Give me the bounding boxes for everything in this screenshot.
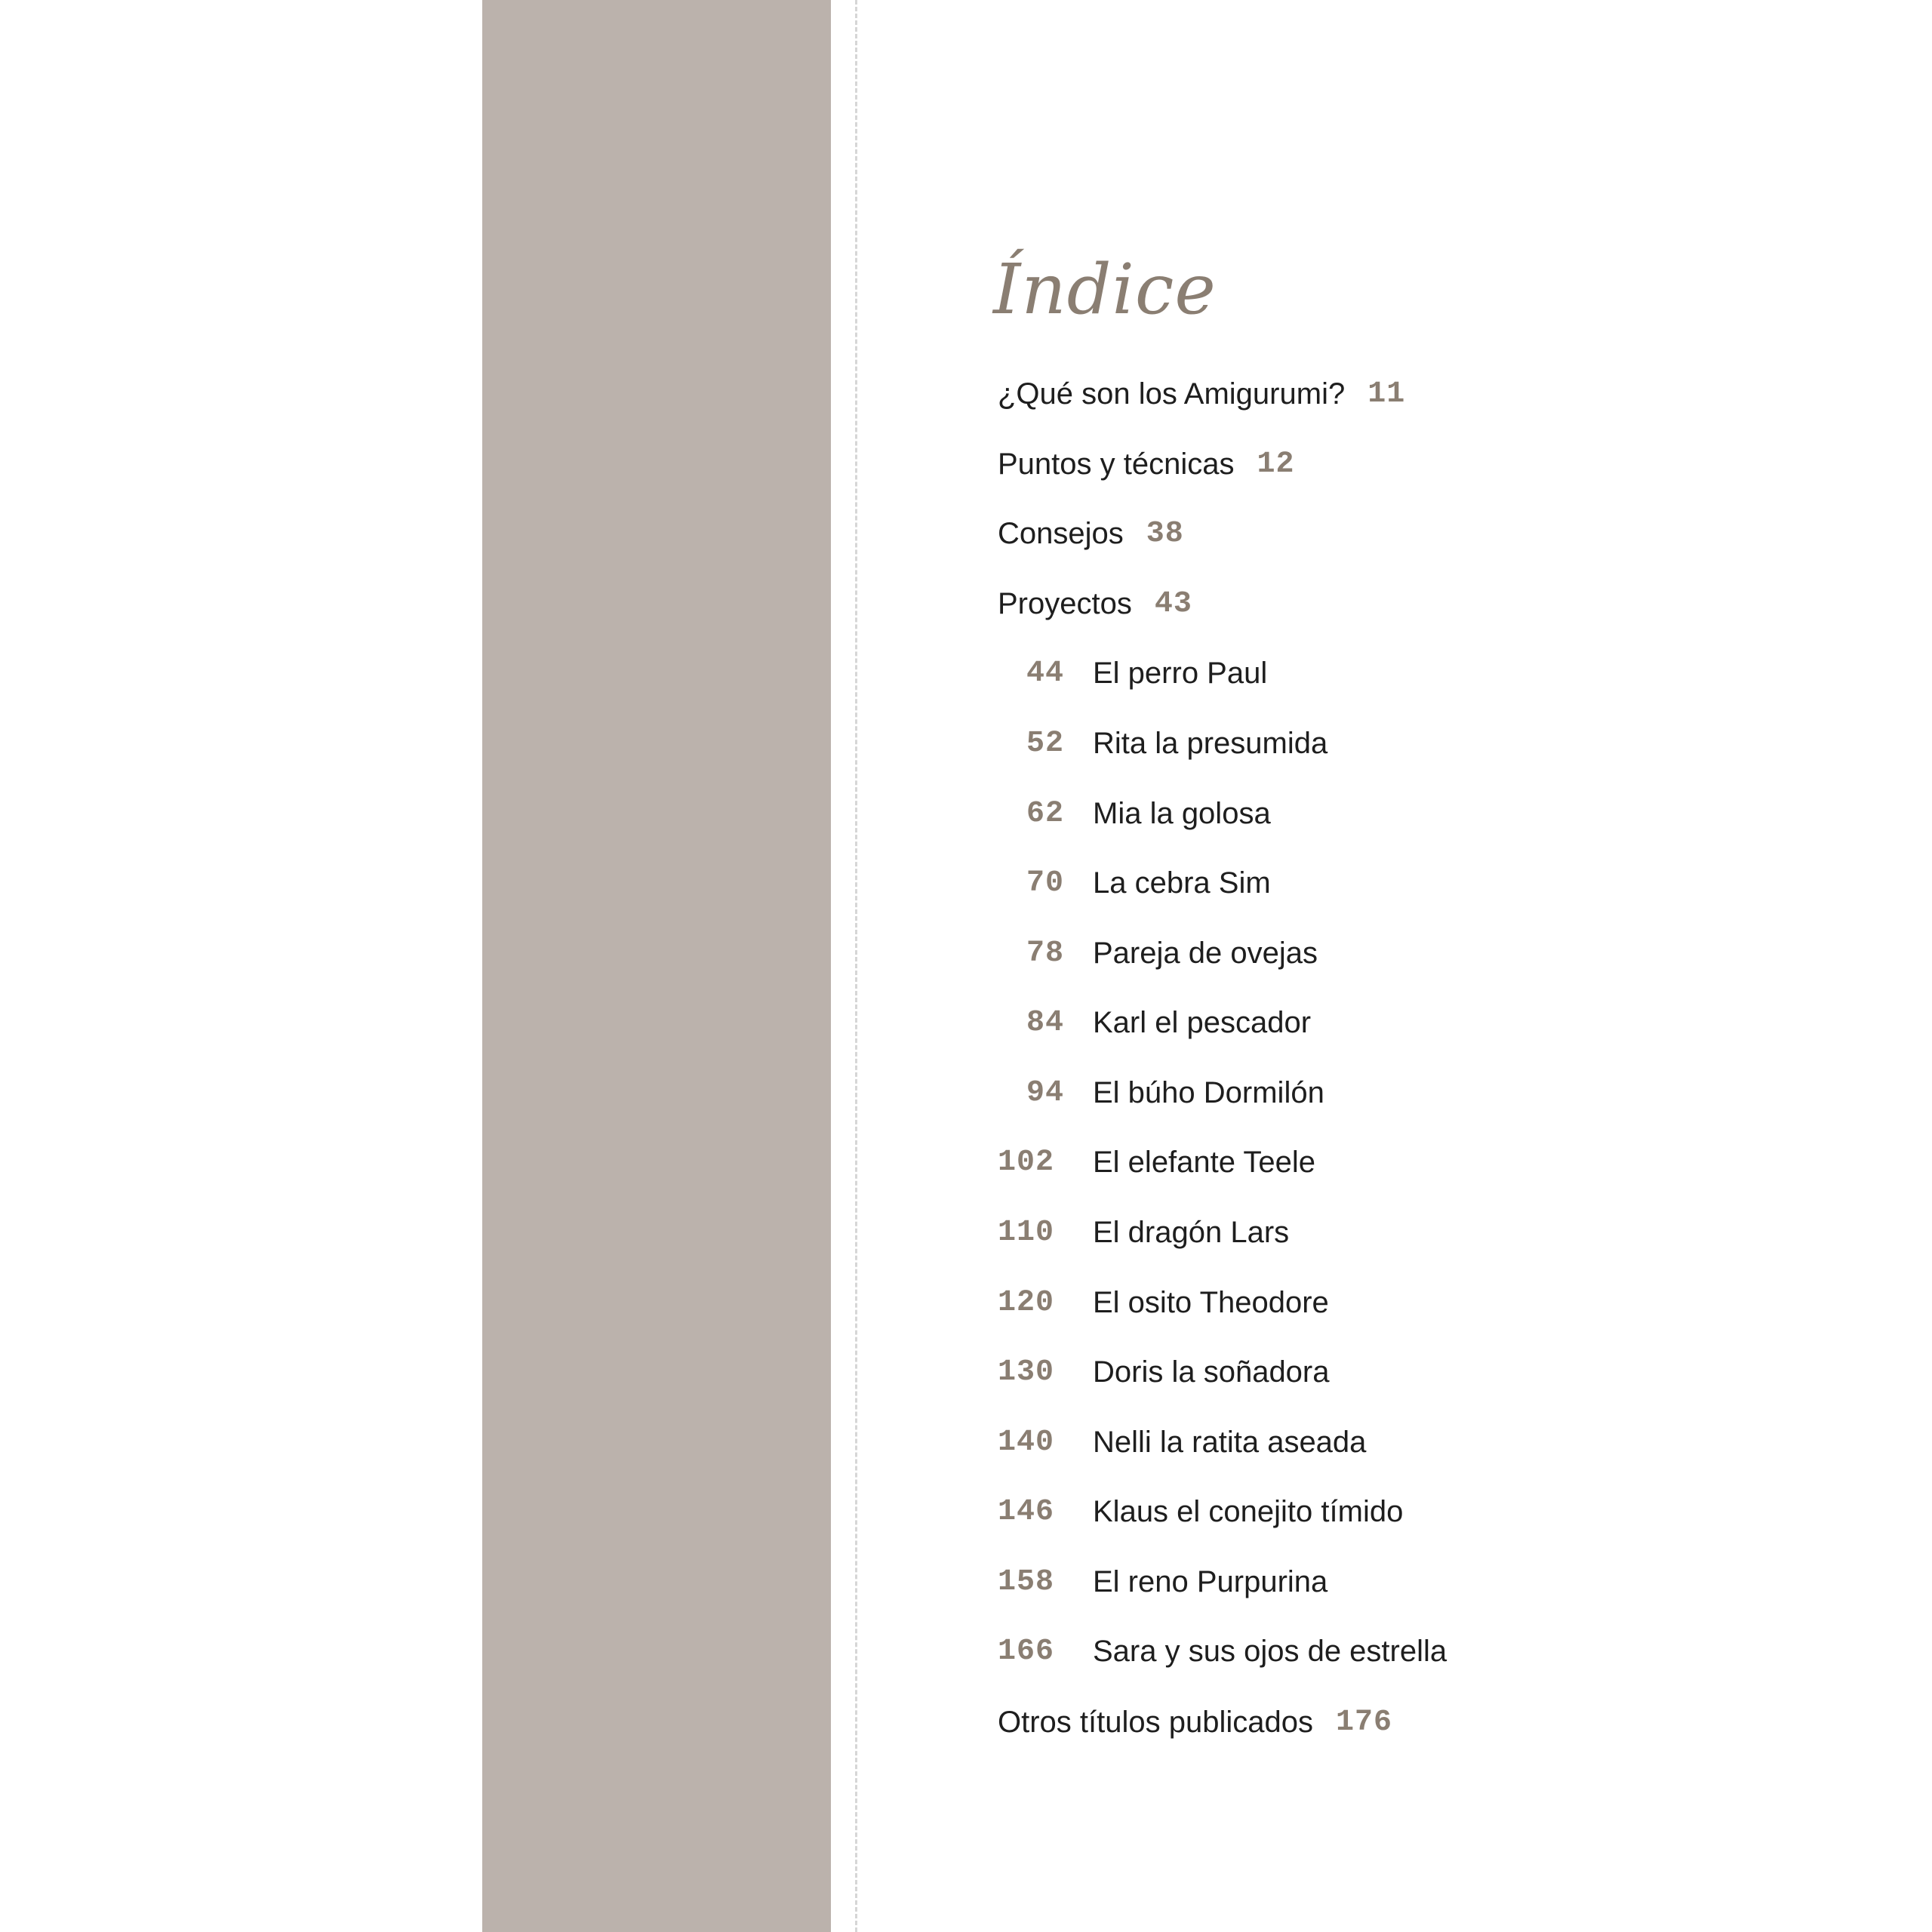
toc-project-label: El búho Dormilón	[1093, 1075, 1324, 1109]
toc-project-label: El osito Theodore	[1093, 1285, 1329, 1319]
toc-project-page: 146	[998, 1494, 1055, 1529]
toc-project-label: Klaus el conejito tímido	[1093, 1494, 1404, 1528]
toc-project-entry[interactable]	[998, 931, 1318, 976]
toc-project-page: 44	[1026, 656, 1064, 691]
toc-entry-label: Puntos y técnicas	[998, 447, 1235, 481]
toc-project-entry[interactable]	[998, 1140, 1315, 1185]
toc-project-label: El elefante Teele	[1093, 1145, 1316, 1179]
toc-project-label: Rita la presumida	[1093, 726, 1328, 760]
toc-project-label: El reno Purpurina	[1093, 1564, 1328, 1598]
toc-project-label: El dragón Lars	[1093, 1215, 1290, 1249]
toc-project-label: Sara y sus ojos de estrella	[1093, 1634, 1447, 1668]
decorative-side-band	[482, 0, 831, 1932]
toc-project-page: 166	[998, 1634, 1055, 1669]
toc-project-entry[interactable]	[998, 1280, 1329, 1325]
toc-entry-page: 176	[1336, 1705, 1393, 1740]
toc-entry-page: 12	[1257, 447, 1295, 481]
toc-project-label: Nelli la ratita aseada	[1093, 1425, 1367, 1459]
toc-project-entry[interactable]	[998, 1559, 1327, 1604]
toc-entry-label: Otros títulos publicados	[998, 1705, 1313, 1739]
toc-title: Índice	[993, 249, 1217, 330]
table-of-contents	[993, 0, 1828, 1932]
toc-project-page: 158	[998, 1564, 1055, 1599]
toc-entry-page: 38	[1146, 516, 1184, 551]
toc-project-page: 70	[1026, 866, 1064, 900]
toc-project-label: Pareja de ovejas	[1093, 936, 1318, 970]
toc-project-entry[interactable]	[998, 1420, 1366, 1465]
toc-entry-label: Proyectos	[998, 586, 1132, 620]
toc-entry-page: 11	[1367, 377, 1406, 411]
page-fold-dashed-line	[855, 0, 857, 1932]
toc-project-entry[interactable]	[998, 721, 1327, 766]
toc-project-page: 140	[998, 1425, 1055, 1460]
toc-project-entry[interactable]	[998, 1629, 1447, 1674]
toc-project-entry[interactable]	[998, 1489, 1403, 1534]
toc-project-entry[interactable]	[998, 860, 1271, 906]
toc-project-page: 130	[998, 1355, 1055, 1389]
toc-project-entry[interactable]	[998, 651, 1267, 696]
toc-project-page: 84	[1026, 1005, 1064, 1040]
toc-entry-label: ¿Qué son los Amigurumi?	[998, 377, 1346, 411]
toc-project-entry[interactable]	[998, 1070, 1324, 1115]
toc-project-page: 94	[1026, 1075, 1064, 1110]
toc-project-label: El perro Paul	[1093, 656, 1268, 690]
toc-project-page: 62	[1026, 796, 1064, 831]
toc-project-entry[interactable]	[998, 1349, 1330, 1395]
toc-project-label: La cebra Sim	[1093, 866, 1271, 900]
toc-project-entry[interactable]	[998, 1210, 1289, 1255]
toc-project-page: 102	[998, 1145, 1055, 1180]
toc-entry[interactable]	[998, 1700, 1392, 1745]
toc-entry[interactable]	[998, 511, 1184, 556]
toc-project-page: 52	[1026, 726, 1064, 761]
toc-entry-page: 43	[1154, 586, 1192, 621]
toc-project-page: 78	[1026, 936, 1064, 971]
toc-entry[interactable]	[998, 441, 1295, 487]
toc-project-label: Doris la soñadora	[1093, 1355, 1330, 1389]
toc-project-entry[interactable]	[998, 1000, 1311, 1045]
toc-entry-label: Consejos	[998, 516, 1124, 550]
toc-project-label: Mia la golosa	[1093, 796, 1271, 830]
toc-project-page: 120	[998, 1285, 1055, 1320]
toc-entry[interactable]	[998, 371, 1405, 417]
toc-project-entry[interactable]	[998, 791, 1271, 836]
toc-entry[interactable]	[998, 581, 1192, 626]
toc-project-page: 110	[998, 1215, 1055, 1250]
toc-project-label: Karl el pescador	[1093, 1005, 1312, 1039]
